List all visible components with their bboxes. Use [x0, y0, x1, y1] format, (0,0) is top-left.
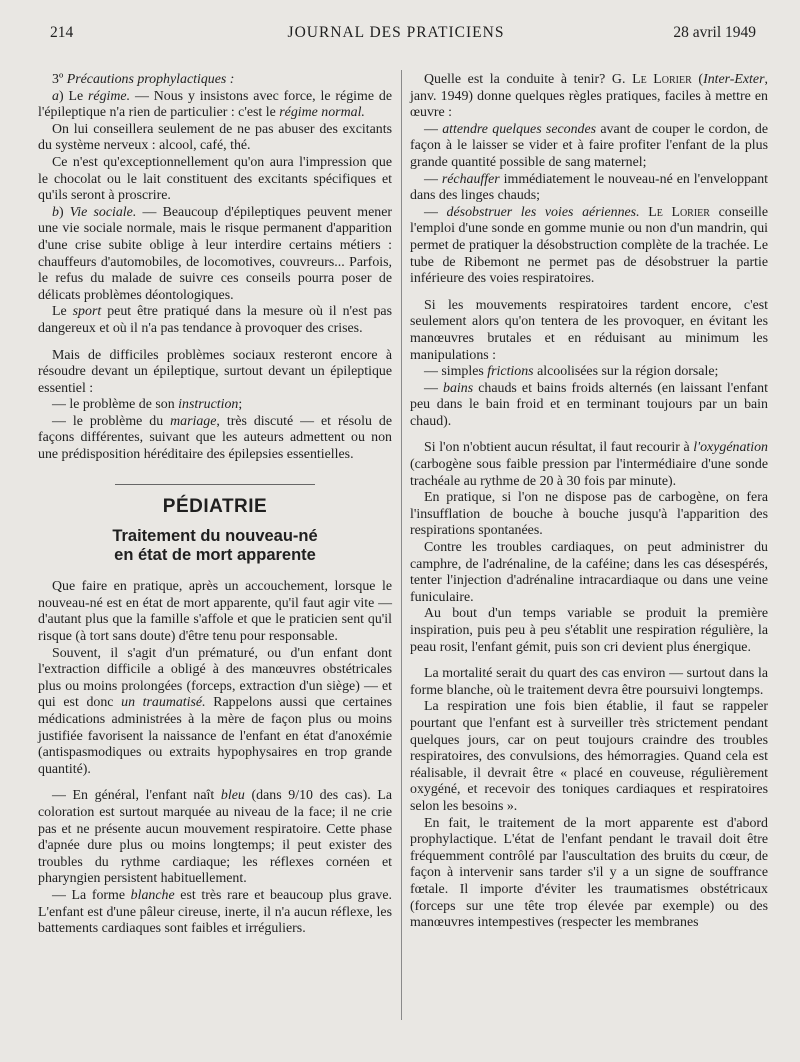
list-item: — simples frictions alcoolisées sur la région dorsale;: [424, 364, 719, 380]
paragraph: a) Le régime. — Nous y insistons avec force, le régime de l'épileptique n'a rien de particulier : c'est le régime normal.: [38, 88, 392, 121]
paragraph: — En général, l'enfant naît bleu (dans 9/10 des cas). La coloration est surtout marquée au niveau de la face; il ne crie pas et ne présente aucun mouvement respiratoire. Cette phase d'apnée dure plus ou moins longtemps; il peut exister des troubles du rythme cardiaque; les réflexes cornéen et pharyngien persistent habituellement.: [38, 788, 392, 887]
column-divider: [401, 70, 402, 1020]
paragraph: Que faire en pratique, après un accouchement, lorsque le nouveau-né est en état de mort apparente, qu'il faut agir vite — d'autant plus que la famille s'affole et que le praticien sent qu'il risque (à tort sans doute) d'être tenu pour responsable.: [38, 579, 392, 645]
paragraph: 3º Précautions prophylactiques :: [52, 72, 235, 87]
journal-title: JOURNAL DES PRATICIENS: [287, 24, 505, 41]
article-title: [38, 527, 392, 565]
paragraph: La mortalité serait du quart des cas environ — surtout dans la forme blanche, où le traitement devra être poursuivi longtemps.: [410, 666, 768, 698]
issue-date: 28 avril 1949: [673, 24, 756, 41]
paragraph: On lui conseillera seulement de ne pas abuser des excitants du système nerveux : alcool, café, thé.: [38, 121, 392, 154]
paragraph: Mais de difficiles problèmes sociaux resteront encore à résoudre devant un épileptique, surtout devant un épileptique essentiel :: [38, 347, 392, 396]
list-item: — réchauffer immédiatement le nouveau-né en l'enveloppant dans des linges chauds;: [410, 171, 768, 204]
paragraph: En fait, le traitement de la mort apparente est d'abord prophylactique. L'état de l'enfant pendant le travail doit être fréquemment contrôlé par l'auscultation des bruits du cœur, de façon à intervenir sans tarder s'il y a un signe de souffrance fœtale. Il importe d'éviter les traumatismes obstétricaux (forceps sur une tête trop élevée par exemple) ou des manœuvres intempestives (respecter les membranes: [410, 815, 768, 931]
left-column: [38, 72, 392, 938]
paragraph: Si les mouvements respiratoires tardent encore, c'est seulement alors qu'on tentera de les provoquer, en évitant les manœuvres brutales et en réduisant au minimum les manipulations :: [410, 297, 768, 363]
paragraph: b) Vie sociale. — Beaucoup d'épileptiques peuvent mener une vie sociale normale, mais le risque permanent d'apparition d'une crise subite oblige à leur interdire certains métiers : chauffeurs d'automobiles, de locomotives, couvreurs... Parfois, le refus du malade de suivre ces conseils pourra poser de délicats problèmes déontologiques.: [38, 204, 392, 303]
paragraph: Souvent, il s'agit d'un prématuré, ou d'un enfant dont l'extraction difficile a obligé à des manœuvres obstétricales plus ou moins prolongées (forceps, extraction d'un siège) — et qui est donc un traumatisé. Rappelons aussi que certaines médications administrées à la mère de façon plus ou moins justifiée favorisent la naissance de l'enfant en état d'anoxémie (antispasmodiques ou extraits hypophysaires en trop grande quantité).: [38, 645, 392, 777]
list-item: — le problème de son instruction;: [52, 397, 243, 413]
paragraph: Le sport peut être pratiqué dans la mesure où il n'est pas dangereux et où il n'a pas tendance à provoquer des crises.: [38, 304, 393, 336]
paragraph: Si l'on n'obtient aucun résultat, il faut recourir à l'oxygénation (carbogène sous faible pression par l'intermédiaire d'une sonde trachéale au rythme de 20 à 30 fois par minute).: [410, 440, 768, 489]
list-item: — attendre quelques secondes avant de couper le cordon, de façon à le laisser se vider et à faire profiter l'enfant de la plus grande quantité possible de sang maternel;: [410, 121, 768, 170]
paragraph: Ce n'est qu'exceptionnellement qu'on aura l'impression que le chocolat ou le lait constituent des excitants spécifiques et qu'ils seront à proscrire.: [38, 154, 392, 204]
page-number: 214: [50, 24, 74, 41]
list-item: — désobstruer les voies aériennes. Le Lorier conseille l'emploi d'une sonde en gomme munie ou non d'un mandrin, qui permet de pratiquer la désobstruction complète de la trachée. Le tube de Ribemont ne permet pas de désobstruer la partie inférieure des voies respiratoires.: [410, 204, 768, 287]
paragraph: En pratique, si l'on ne dispose pas de carbogène, on fera l'insufflation de bouche à bouche jusqu'à l'apparition des respirations spontanées.: [410, 490, 768, 539]
paragraph: La respiration une fois bien établie, il faut se rappeler pourtant que l'enfant est à surveiller très strictement pendant quelques jours, car on peut toujours craindre des troubles respiratoires, des convulsions, des hémorragies. Quand cela est réalisable, il devrait être « placé en couveuse, régulièrement oxygéné, et recevoir des toniques cardiaques et respiratoires selon les besoins ».: [410, 699, 768, 814]
article-title-line-1: Traitement du nouveau-né: [112, 527, 318, 546]
page-header: [36, 20, 756, 44]
right-column: [410, 72, 768, 932]
article-title-line-2: en état de mort apparente: [114, 546, 316, 565]
paragraph: Contre les troubles cardiaques, on peut administrer du camphre, de l'adrénaline, de la caféine; dans les cas désespérés, tenter l'injection d'adrénaline intracardiaque ou dans une veine funiculaire.: [410, 540, 768, 605]
section-heading: PÉDIATRIE: [38, 484, 392, 516]
list-item: — le problème du mariage, très discuté — et résolu de façons différentes, suivant que les auteurs admettent ou non une prédisposition héréditaire des épilepsies essentielles.: [38, 413, 392, 463]
paragraph: — La forme blanche est très rare et beaucoup plus grave. L'enfant est d'une pâleur cireuse, inerte, il n'a aucun réflexe, les battements cardiaques sont faibles et irréguliers.: [38, 887, 392, 937]
paragraph: Quelle est la conduite à tenir? G. Le Lorier (Inter-Exter, janv. 1949) donne quelques règles pratiques, faciles à mettre en œuvre :: [410, 72, 768, 121]
list-item: — bains chauds et bains froids alternés (en laissant l'enfant peu dans le bain froid et en terminant toujours par un bain chaud).: [410, 380, 768, 429]
paragraph: Au bout d'un temps variable se produit la première inspiration, puis peu à peu s'établit une respiration régulière, la peau rosit, l'enfant gémit, puis son cri devient plus énergique.: [410, 606, 768, 655]
